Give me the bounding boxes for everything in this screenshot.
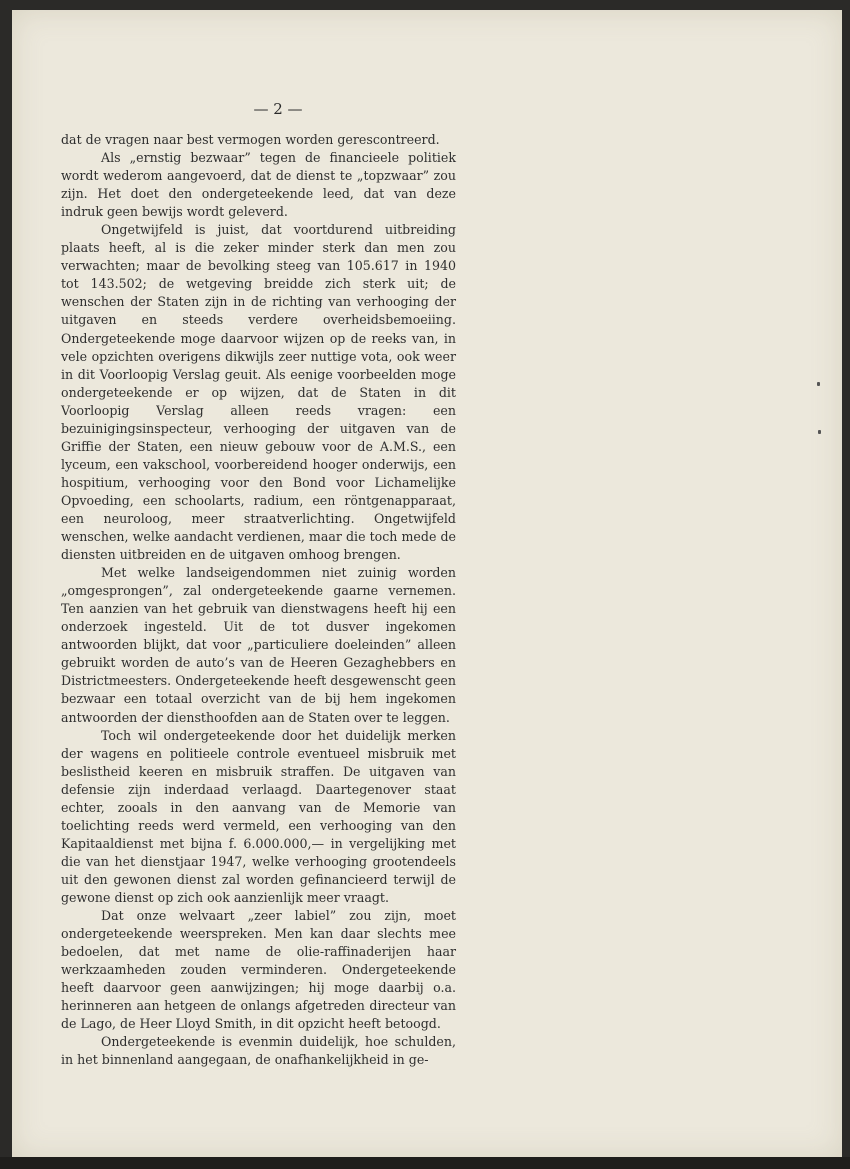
- body-text: [61, 131, 456, 1069]
- paragraph: Ongetwijfeld is juist, dat voortdurend uitbreiding plaats heeft, al is die zeker minder sterk dan men zou verwachten; maar de bevolking steeg van 105.617 in 1940 tot 143.502; de wetgeving breidde zich sterk uit; de wenschen der Staten zijn in de richting van verhooging der uitgaven en steeds verdere overheidsbemoeiing. Ondergeteekende moge daarvoor wijzen op de reeks van, in vele opzichten overigens dikwijls zeer nuttige vota, ook weer in dit Voorloopig Verslag geuit. Als eenige voorbeelden moge ondergeteekende er op wijzen, dat de Staten in dit Voorloopig Verslag alleen reeds vragen: een bezuinigingsinspecteur, verhooging der uitgaven van de Griffie der Staten, een nieuw gebouw voor de A.M.S., een lyceum, een vakschool, voorbereidend hooger onderwijs, een hospitium, verhooging voor den Bond voor Lichamelijke Opvoeding, een schoolarts, radium, een röntgenapparaat, een neuroloog, meer straatverlichting. Ongetwijfeld wenschen, welke aandacht verdienen, maar die toch mede de diensten uitbreiden en de uitgaven omhoog brengen.: [61, 222, 456, 563]
- paper-speck: [818, 430, 821, 434]
- document-page: [12, 10, 842, 1158]
- paper-speck: [817, 382, 820, 386]
- paragraph: Met welke landseigendommen niet zuinig worden „omgesprongen”, zal ondergeteekende gaarne vernemen. Ten aanzien van het gebruik van dienstwagens heeft hij een onderzoek ingesteld. Uit de tot dusver ingekomen antwoorden blijkt, dat voor „particuliere doeleinden” alleen gebruikt worden de auto’s van de Heeren Gezaghebbers en Districtmeesters. Ondergeteekende heeft desgewenscht geen bezwaar een totaal overzicht van de bij hem ingekomen antwoorden der diensthoofden aan de Staten over te leggen.: [61, 565, 456, 725]
- paragraph: Ondergeteekende is evenmin duidelijk, hoe schulden, in het binnenland aangegaan, de onafhankelijkheid in ge-: [61, 1034, 456, 1068]
- paragraph: Als „ernstig bezwaar” tegen de financieele politiek wordt wederom aangevoerd, dat de dienst te „topzwaar” zou zijn. Het doet den ondergeteekende leed, dat van deze indruk geen bewijs wordt geleverd.: [61, 150, 456, 220]
- paragraph: Toch wil ondergeteekende door het duidelijk merken der wagens en politieele controle eventueel misbruik met beslistheid keeren en misbruik straffen. De uitgaven van defensie zijn inderdaad verlaagd. Daartegenover staat echter, zooals in den aanvang van de Memorie van toelichting reeds werd vermeld, een verhooging van den Kapitaaldienst met bijna f. 6.000.000,— in vergelijking met die van het dienstjaar 1947, welke verhooging grootendeels uit den gewonen dienst zal worden gefinancieerd terwijl de gewone dienst op zich ook aanzienlijk meer vraagt.: [61, 727, 456, 905]
- page-number: — 2 —: [253, 100, 303, 118]
- scan-border: [0, 1157, 850, 1169]
- paragraph-continuation: dat de vragen naar best vermogen worden gerescontreerd.: [61, 132, 440, 147]
- paragraph: Dat onze welvaart „zeer labiel” zou zijn, moet ondergeteekende weerspreken. Men kan daar slechts mee bedoelen, dat met name de olie-raffinaderijen haar werkzaamheden zouden verminderen. Ondergeteekende heeft daarvoor geen aanwijzingen; hij moge daarbij o.a. herinneren aan hetgeen de onlangs afgetreden directeur van de Lago, de Heer Lloyd Smith, in dit opzicht heeft betoogd.: [61, 908, 456, 1032]
